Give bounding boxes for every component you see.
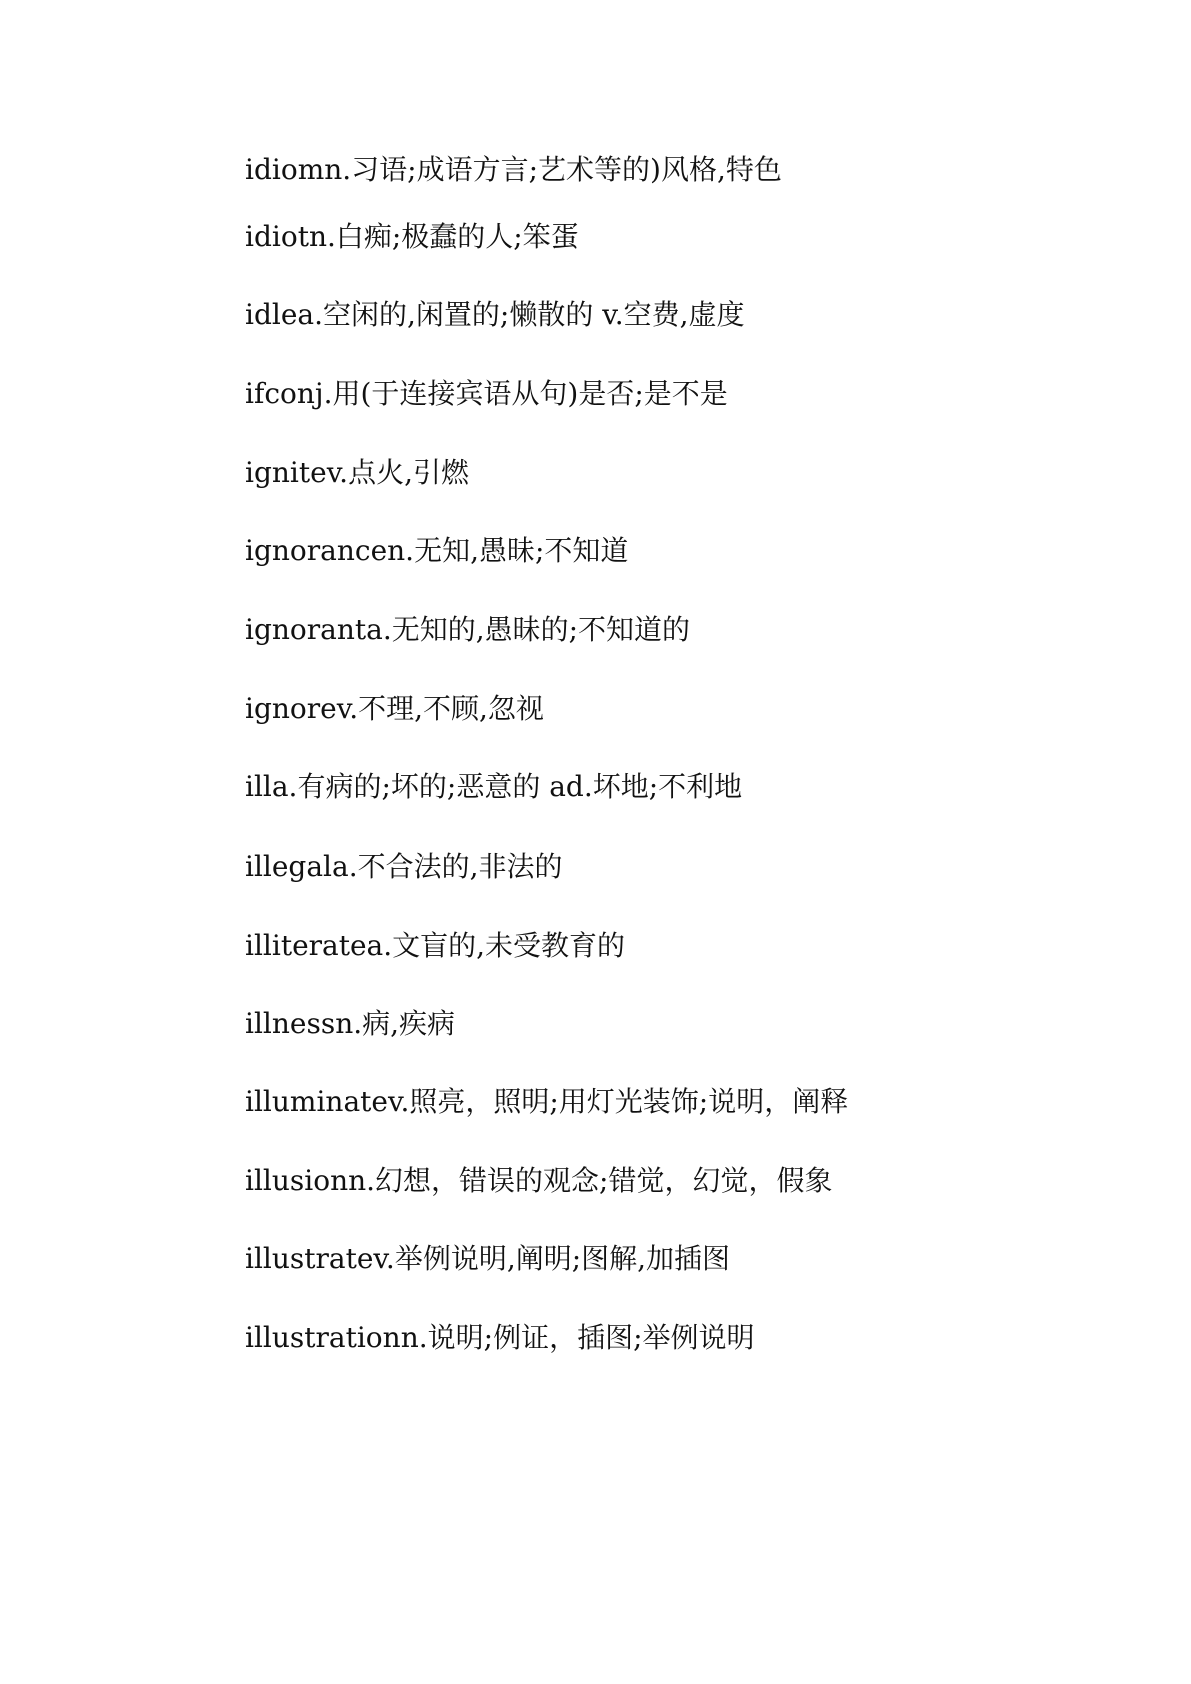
entry-text: ignorev.不理,不顾,忽视 xyxy=(245,692,544,725)
entry-text: illa.有病的;坏的;恶意的 ad.坏地;不利地 xyxy=(245,770,743,803)
entry-text: illusionn.幻想，错误的观念;错觉，幻觉，假象 xyxy=(245,1164,833,1197)
entry-text: illiteratea.文盲的,未受教育的 xyxy=(245,929,626,962)
vocabulary-entry xyxy=(245,1082,1105,1122)
vocabulary-entry xyxy=(245,689,1105,729)
vocabulary-entry xyxy=(245,295,1105,335)
entry-text: illustrationn.说明;例证，插图;举例说明 xyxy=(245,1321,755,1354)
vocabulary-entry xyxy=(245,217,1105,257)
entry-text: idlea.空闲的,闲置的;懒散的 v.空费,虚度 xyxy=(245,298,745,331)
vocabulary-entry xyxy=(245,1318,1105,1358)
vocabulary-entry xyxy=(245,374,1105,414)
vocabulary-entry xyxy=(245,1004,1105,1044)
entry-text: illustratev.举例说明,阐明;图解,加插图 xyxy=(245,1242,731,1275)
vocabulary-entry xyxy=(245,453,1105,493)
vocabulary-entry xyxy=(245,1161,1105,1201)
entry-text: idiomn.习语;成语方言;艺术等的)风格,特色 xyxy=(245,153,782,186)
vocabulary-entry xyxy=(245,150,1105,190)
vocabulary-entry xyxy=(245,610,1105,650)
vocabulary-entry xyxy=(245,1239,1105,1279)
entry-text: ignoranta.无知的,愚昧的;不知道的 xyxy=(245,613,691,646)
vocabulary-entry xyxy=(245,531,1105,571)
entry-text: idiotn.白痴;极蠢的人;笨蛋 xyxy=(245,220,579,253)
entry-text: ignitev.点火,引燃 xyxy=(245,456,469,489)
entry-text: illnessn.病,疾病 xyxy=(245,1007,456,1040)
vocabulary-entry xyxy=(245,767,1105,807)
entry-text: illegala.不合法的,非法的 xyxy=(245,850,563,883)
entry-text: illuminatev.照亮，照明;用灯光装饰;说明，阐释 xyxy=(245,1085,849,1118)
entry-text: ignorancen.无知,愚昧;不知道 xyxy=(245,534,629,567)
vocabulary-entry xyxy=(245,847,1105,887)
vocabulary-entry xyxy=(245,926,1105,966)
entry-text: ifconj.用(于连接宾语从句)是否;是不是 xyxy=(245,377,728,410)
